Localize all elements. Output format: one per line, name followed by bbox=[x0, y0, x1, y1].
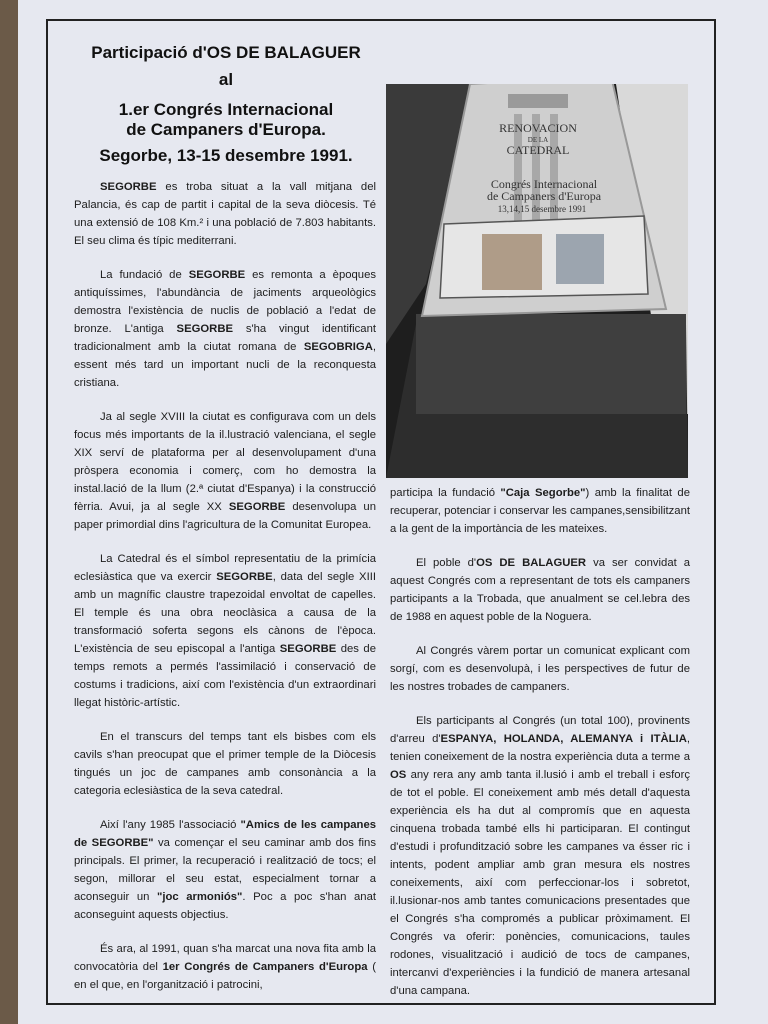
left-paragraph-3 bbox=[74, 408, 376, 534]
text: , tenien coneixement de la nostra experiència duta a terme a bbox=[390, 733, 690, 763]
banner-photo bbox=[386, 84, 688, 478]
text: La fundació de bbox=[100, 269, 189, 281]
bold-text: "joc armoniós" bbox=[156, 891, 243, 903]
right-column bbox=[390, 484, 690, 1016]
title-line-2: al bbox=[218, 70, 234, 89]
bold-text: "Caja Segorbe" bbox=[500, 487, 586, 499]
banner-photo-image bbox=[386, 84, 688, 478]
title-line-4: de Campaners d'Europa. bbox=[126, 120, 326, 139]
left-paragraph-7 bbox=[74, 940, 376, 994]
title-line-5: Segorbe, 13-15 desembre 1991. bbox=[99, 146, 353, 165]
bold-text: SEGORBE bbox=[188, 269, 246, 281]
text: Així l'any 1985 l'associació bbox=[100, 819, 241, 831]
bold-text: SEGORBE bbox=[228, 501, 286, 513]
text: va començar el seu caminar amb dos fins principals. El primer, la recuperació i realització de tocs; el segon, millorar el seu estat, especialment tornar a aconseguir un bbox=[74, 837, 376, 903]
title-line-3: 1.er Congrés Internacional bbox=[118, 100, 334, 119]
text: participa la fundació bbox=[390, 487, 501, 499]
text: Al Congrés vàrem portar un comunicat explicant com sorgí, com es desenvolupà, i les perspectives de futur de les nostres trobades de campaners. bbox=[390, 645, 690, 693]
left-paragraph-2 bbox=[74, 266, 376, 392]
right-paragraph-2 bbox=[390, 554, 690, 626]
text: Els participants al Congrés (un total 100), provinents d'arreu d' bbox=[390, 715, 690, 745]
left-paragraph-5 bbox=[74, 728, 376, 800]
text: va ser convidat a aquest Congrés com a representant de tots els campaners participants a la Trobada, que anualment se cel.lebra des de 1988 en aquest poble de la Noguera. bbox=[390, 557, 690, 623]
bold-text: SEGORBE bbox=[100, 181, 157, 193]
banner-text-3: CATEDRAL bbox=[506, 143, 570, 157]
left-column bbox=[74, 178, 376, 1010]
text: És ara, al 1991, quan s'ha marcat una nova fita amb la convocatòria del bbox=[74, 943, 376, 973]
banner-text-6: 13,14,15 desembre 1991 bbox=[497, 204, 587, 214]
banner-text-2: DE LA bbox=[527, 136, 549, 144]
right-paragraph-4 bbox=[390, 712, 690, 1000]
text: es remonta a èpoques antiquíssimes, l'abundància de jaciments arqueològics demostra l'existència de nuclis de població a l'edat de bronze. L'antiga bbox=[74, 269, 377, 335]
text: Ja al segle XVIII la ciutat es configurava com un dels focus més importants de la il.lustració valenciana, el segle XIX serví de plataforma per al desenvolupament d'una pròspera economia i comerç, com ho demostra la instal.lació de la llum (2.ª ciutat d'Espanya) i la construcció fèrria. Avui, ja al segle XX bbox=[74, 411, 376, 513]
bold-text: SEGORBE bbox=[176, 323, 234, 335]
banner-text-1: RENOVACION bbox=[499, 121, 577, 135]
bold-text: OS bbox=[390, 769, 407, 781]
article-title bbox=[60, 42, 392, 166]
text: El poble d' bbox=[416, 557, 477, 569]
bold-text: OS DE BALAGUER bbox=[476, 557, 587, 569]
bold-text: SEGOBRIGA bbox=[303, 341, 373, 353]
banner-text-5: de Campaners d'Europa bbox=[486, 189, 602, 203]
left-paragraph-6 bbox=[74, 816, 376, 924]
bold-text: SEGORBE bbox=[279, 643, 337, 655]
bold-text: ESPANYA, HOLANDA, ALEMANYA i ITÀLIA bbox=[440, 733, 687, 745]
text: ( en el que, en l'organització i patrocini, bbox=[74, 961, 377, 991]
text: La Catedral és el símbol representatiu de la primícia eclesiàstica que va exercir bbox=[74, 553, 376, 583]
text: s'ha vingut identificant tradicionalment amb la ciutat romana de bbox=[74, 323, 376, 353]
title-line-1: Participació d'OS DE BALAGUER bbox=[91, 43, 361, 62]
text: es troba situat a la vall mitjana del Palancia, és cap de partit i capital de la seva diòcesis. Té una extensió de 108 Km.² i una població de 7.803 habitants. El seu clima és típic mediterrani. bbox=[74, 181, 376, 247]
right-paragraph-3 bbox=[390, 642, 690, 696]
left-paragraph-4 bbox=[74, 550, 376, 712]
text: any rera any amb tanta il.lusió i amb el treball i esforç de tot el poble. El coneixement amb més detall d'aquesta experiència els ha dut al compromís que en aquesta cinquena trobada també ells hi participaran. El contingut d'estudi i profundització sobre les campanes va ésser ric i intents, podent ampliar amb gran mesura els nostres coneixements, així com perfeccionar-los i sobretot, il.lusionar-nos amb tantes comunicacions presentades que el Congrés s'ha compromés a publicar pròximament. El Congrés va oferir: ponències, comunicacions, taules rodones, visualització i audició de tocs de campanes, intercanvi d'experiències i la fundició de manera artesanal d'una campana. bbox=[390, 769, 690, 997]
right-paragraph-1 bbox=[390, 484, 690, 538]
bold-text: 1er Congrés de Campaners d'Europa bbox=[162, 961, 368, 973]
bold-text: SEGORBE bbox=[216, 571, 273, 583]
banner-text-4: Congrés Internacional bbox=[490, 177, 598, 191]
text: . Poc a poc s'han anat aconseguint aquests objectius. bbox=[74, 891, 376, 921]
text: ) amb la finalitat de recuperar, potenciar i conservar les campanes,sensibilitzant a la gent de la importància de les mateixes. bbox=[390, 487, 690, 535]
text: des de temps remots a permés l'assimilació i conservació de costums i tradicions, així com l'existència d'un extraordinari llegat històric-artístic. bbox=[74, 643, 376, 709]
text: , data del segle XIII amb un magnífic claustre trapezoidal envoltat de capelles. El temple és una obra neoclàsica a causa de la transformació soferta segons els cànons de l'època. L'existència de seu episcopal a l'antiga bbox=[74, 571, 376, 655]
text: En el transcurs del temps tant els bisbes com els cavils s'han preocupat que el primer temple de la Diòcesis tingués un joc de campanes amb consonància a la categoria eclesiàstica de la seva catedral. bbox=[74, 731, 376, 797]
text: , essent més tard un important nucli de la reconquesta cristiana. bbox=[74, 341, 376, 389]
left-paragraph-1 bbox=[74, 178, 376, 250]
bold-text: "Amics de les campanes de SEGORBE" bbox=[74, 819, 377, 849]
text: desenvolupa un paper primordial dins l'agricultura de la Comunitat Europea. bbox=[74, 501, 376, 531]
